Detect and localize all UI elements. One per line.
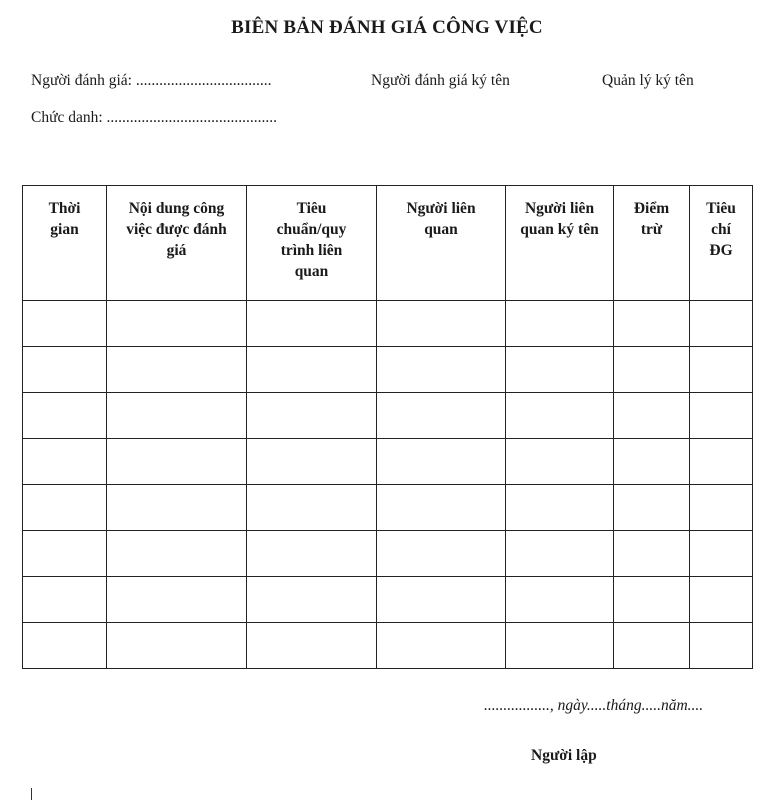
table-cell[interactable]	[23, 577, 107, 623]
table-cell[interactable]	[377, 393, 506, 439]
header-time	[23, 186, 107, 301]
header-related-person-label: Người liên quan	[406, 200, 476, 238]
table-cell[interactable]	[506, 531, 614, 577]
table-cell[interactable]	[506, 623, 614, 669]
table-cell[interactable]	[247, 301, 377, 347]
table-cell[interactable]	[377, 531, 506, 577]
table-cell[interactable]	[377, 577, 506, 623]
table-row	[23, 347, 753, 393]
table-cell[interactable]	[23, 531, 107, 577]
header-time-label: Thời gian	[48, 200, 81, 238]
table-cell[interactable]	[690, 577, 753, 623]
table-row	[23, 301, 753, 347]
header-related-person-sign	[506, 186, 614, 301]
table-cell[interactable]	[614, 531, 690, 577]
table-cell[interactable]	[614, 577, 690, 623]
table-cell[interactable]	[614, 485, 690, 531]
table-header-row	[23, 186, 753, 301]
table-row	[23, 531, 753, 577]
table-cell[interactable]	[377, 301, 506, 347]
table-cell[interactable]	[506, 393, 614, 439]
table-cell[interactable]	[23, 347, 107, 393]
header-deduction	[614, 186, 690, 301]
table-cell[interactable]	[107, 531, 247, 577]
table-cell[interactable]	[23, 623, 107, 669]
table-row	[23, 577, 753, 623]
table-cell[interactable]	[506, 485, 614, 531]
table-cell[interactable]	[614, 439, 690, 485]
table-cell[interactable]	[107, 485, 247, 531]
table-cell[interactable]	[377, 485, 506, 531]
document-title: BIÊN BẢN ĐÁNH GIÁ CÔNG VIỆC	[231, 17, 543, 38]
table-cell[interactable]	[377, 439, 506, 485]
table-cell[interactable]	[247, 347, 377, 393]
table-cell[interactable]	[690, 485, 753, 531]
table-cell[interactable]	[506, 347, 614, 393]
date-line: ................., ngày.....tháng.....năm....	[484, 697, 704, 714]
evaluation-table	[22, 185, 753, 669]
table-cell[interactable]	[377, 347, 506, 393]
table-cell[interactable]	[506, 301, 614, 347]
header-related-person-sign-label: Người liên quan ký tên	[520, 200, 599, 238]
table-cell[interactable]	[107, 623, 247, 669]
table-cell[interactable]	[247, 577, 377, 623]
table-cell[interactable]	[247, 531, 377, 577]
table-cell[interactable]	[377, 623, 506, 669]
evaluator-signature-label: Người đánh giá ký tên	[371, 72, 510, 89]
table-cell[interactable]	[23, 439, 107, 485]
evaluator-field: Người đánh giá: ...................................	[31, 72, 272, 89]
text-cursor	[31, 788, 32, 800]
position-field: Chức danh: ............................................	[31, 109, 278, 126]
table-cell[interactable]	[690, 393, 753, 439]
table-cell[interactable]	[23, 485, 107, 531]
header-standard	[247, 186, 377, 301]
table-cell[interactable]	[614, 623, 690, 669]
table-row	[23, 485, 753, 531]
table-cell[interactable]	[247, 623, 377, 669]
header-deduction-label: Điểm trừ	[633, 200, 670, 238]
table-row	[23, 393, 753, 439]
table-cell[interactable]	[690, 439, 753, 485]
header-related-person	[377, 186, 506, 301]
table-cell[interactable]	[107, 301, 247, 347]
table-cell[interactable]	[23, 301, 107, 347]
header-task-content	[107, 186, 247, 301]
header-standard-label: Tiêu chuẩn/quy trình liên quan	[276, 200, 347, 280]
manager-signature-label: Quản lý ký tên	[602, 72, 694, 89]
table-cell[interactable]	[107, 393, 247, 439]
table-cell[interactable]	[107, 347, 247, 393]
table-row	[23, 439, 753, 485]
creator-signature-label: Người lập	[531, 747, 597, 764]
table-cell[interactable]	[690, 347, 753, 393]
table-cell[interactable]	[614, 301, 690, 347]
header-task-content-label: Nội dung công việc được đánh giá	[126, 200, 227, 259]
header-criteria-label: Tiêu chí ĐG	[706, 200, 736, 259]
table-cell[interactable]	[107, 439, 247, 485]
header-criteria	[690, 186, 753, 301]
table-cell[interactable]	[614, 393, 690, 439]
table-cell[interactable]	[247, 485, 377, 531]
table-body	[23, 301, 753, 669]
table-cell[interactable]	[247, 439, 377, 485]
table-cell[interactable]	[247, 393, 377, 439]
table-row	[23, 623, 753, 669]
table-cell[interactable]	[506, 577, 614, 623]
table-cell[interactable]	[690, 301, 753, 347]
table-cell[interactable]	[690, 531, 753, 577]
table-cell[interactable]	[690, 623, 753, 669]
table-cell[interactable]	[506, 439, 614, 485]
table-cell[interactable]	[614, 347, 690, 393]
table-cell[interactable]	[107, 577, 247, 623]
table-cell[interactable]	[23, 393, 107, 439]
